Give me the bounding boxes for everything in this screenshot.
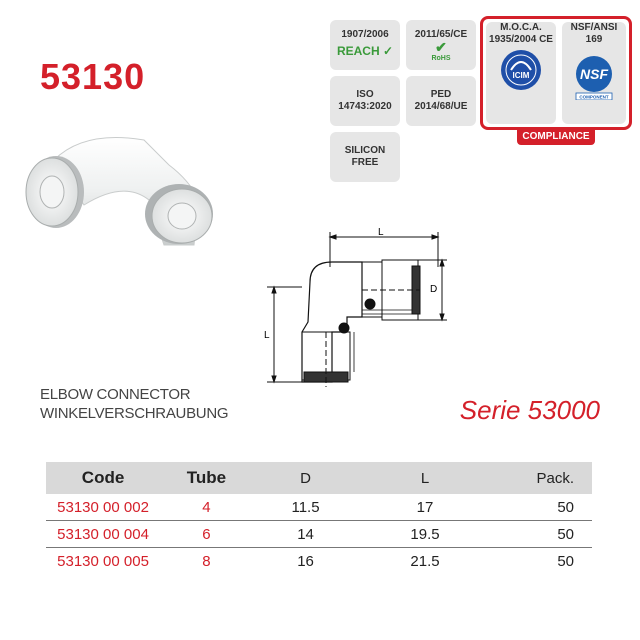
cell-tube: 6: [160, 521, 253, 548]
table-row: [46, 548, 592, 575]
rohs-label: RoHS: [431, 55, 451, 62]
svg-text:NSF: NSF: [580, 66, 608, 82]
dim-l-left: L: [264, 330, 270, 341]
header-l: L: [358, 462, 491, 494]
cell-pack: 50: [492, 548, 592, 575]
free-label: FREE: [351, 157, 379, 168]
moca-ce: CE: [539, 34, 553, 45]
cell-d: 11.5: [291, 498, 320, 516]
cell-code: 53130 00 005: [46, 548, 160, 575]
cell-d: 14: [253, 521, 359, 548]
cell-tube: 8: [160, 548, 253, 575]
product-code: 53130: [40, 56, 146, 97]
svg-text:ICIM: ICIM: [512, 71, 530, 80]
moca-badge: [486, 22, 556, 124]
description-en: ELBOW CONNECTOR: [40, 386, 191, 403]
cell-code: 53130 00 002: [57, 498, 149, 516]
icim-logo-icon: [499, 48, 543, 92]
ped-badge: [406, 76, 476, 126]
header-d: D: [253, 462, 359, 494]
ped-label: PED: [430, 89, 452, 100]
series-label: Serie 53000: [459, 395, 600, 425]
table-row: [46, 521, 592, 548]
cell-pack: 50: [557, 498, 574, 516]
cell-pack: 50: [492, 521, 592, 548]
dim-l-top: L: [378, 227, 384, 238]
cell-code: 53130 00 004: [46, 521, 160, 548]
nsf-number: 169: [585, 34, 603, 45]
silicon-free-badge: [330, 132, 400, 182]
header-tube: Tube: [160, 462, 253, 494]
reach-label: REACH ✓: [336, 44, 394, 58]
table-header-row: [46, 462, 592, 494]
elbow-connector-photo: [14, 120, 229, 260]
cell-tube: 4: [202, 498, 211, 516]
cell-l: 21.5: [358, 548, 491, 575]
product-table: [46, 462, 592, 574]
nsf-standard: NSF/ANSI: [570, 22, 618, 33]
nsf-logo-icon: [571, 54, 617, 100]
header-pack: Pack.: [492, 462, 592, 494]
dim-d: D: [430, 284, 438, 295]
svg-text:COMPONENT: COMPONENT: [579, 94, 609, 100]
technical-drawing: [262, 222, 452, 390]
iso-badge: [330, 76, 400, 126]
silicon-label: SILICON: [344, 145, 386, 156]
reach-regulation: 1907/2006: [341, 29, 389, 40]
iso-label: ISO: [356, 89, 374, 100]
rohs-directive: 2011/65/CE: [414, 29, 468, 40]
cell-l: 19.5: [358, 521, 491, 548]
ped-directive: 2014/68/UE: [414, 101, 468, 112]
iso-standard: 14743:2020: [338, 101, 392, 112]
moca-regulation: 1935/2004: [489, 34, 537, 45]
cell-d: 16: [253, 548, 359, 575]
nsf-badge: [562, 22, 626, 124]
reach-badge: [330, 20, 400, 70]
header-code: Code: [46, 462, 160, 494]
rohs-check-icon: ✔: [435, 39, 447, 55]
moca-label: M.O.C.A.: [500, 22, 542, 33]
rohs-badge: [406, 20, 476, 70]
description-de: WINKELVERSCHRAUBUNG: [40, 405, 229, 422]
cell-l: 17: [416, 498, 434, 516]
compliance-label: COMPLIANCE: [517, 129, 595, 145]
table-row: [46, 494, 592, 521]
